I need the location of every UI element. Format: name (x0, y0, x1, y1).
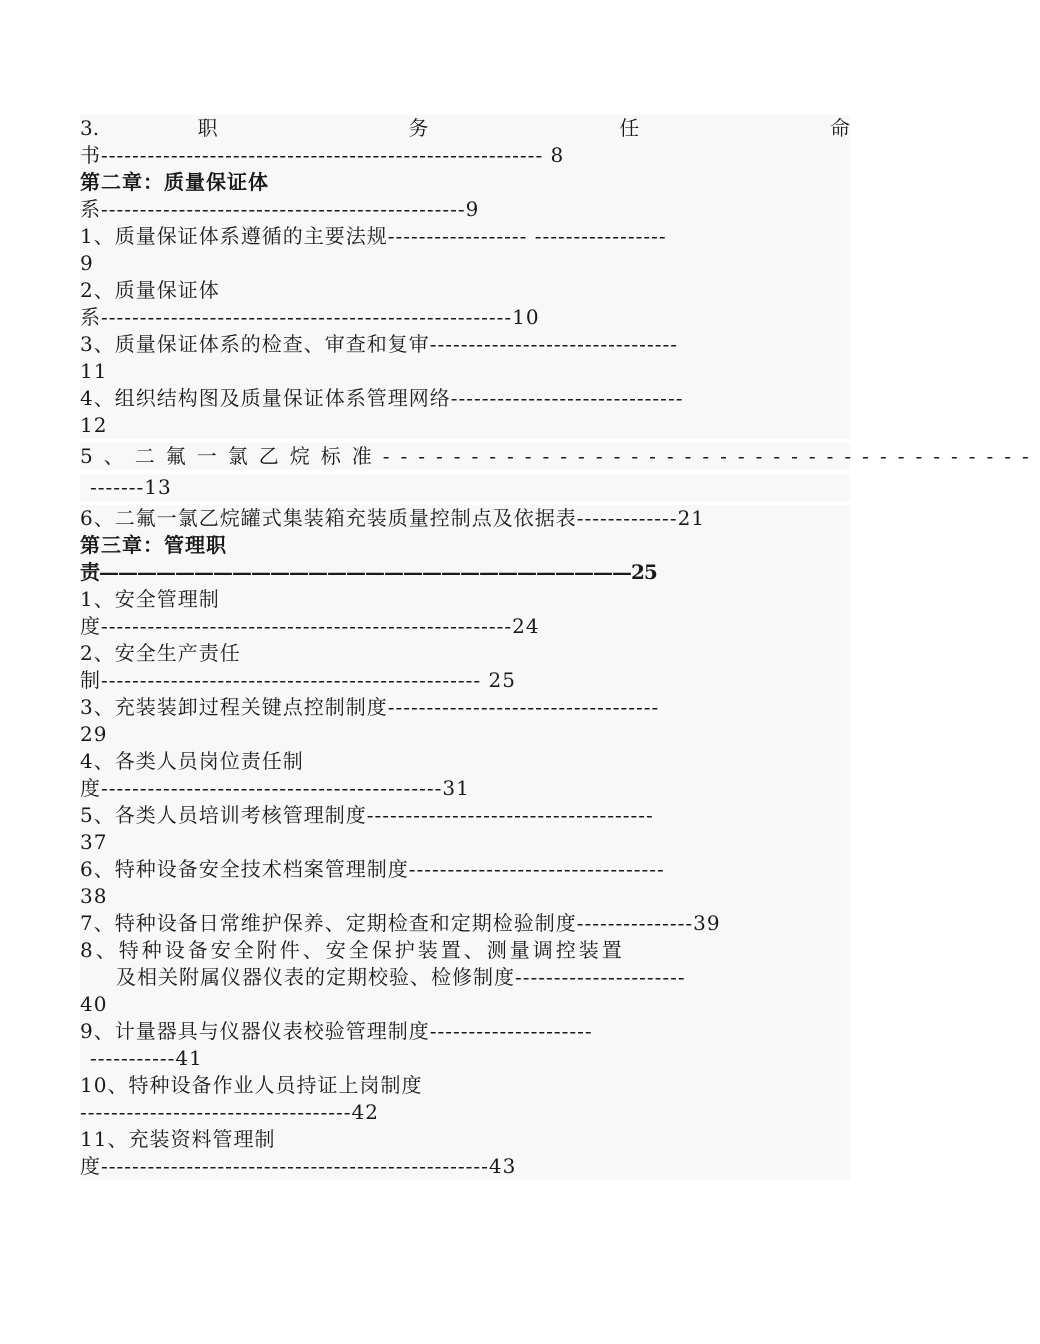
toc-entry-3-3-page[interactable]: 29 (80, 721, 850, 748)
toc-entry-2-3-line1[interactable]: 3、质量保证体系的检查、审查和复审-------------------------------- (80, 331, 850, 358)
toc-entry-3-9-line2[interactable]: -----------41 (80, 1045, 850, 1072)
toc-entry-3-5-line1[interactable]: 5、各类人员培训考核管理制度------------------------------------- (80, 802, 850, 829)
toc-entry-3-4-line1[interactable]: 4、各类人员岗位责任制 (80, 748, 850, 775)
toc-entry-3-11-line2[interactable]: 度--------------------------------------------------43 (80, 1153, 850, 1180)
toc-entry-3-3-line1[interactable]: 3、充装装卸过程关键点控制制度----------------------------------- (80, 694, 850, 721)
chapter-2-heading-line1[interactable]: 第二章：质量保证体 (80, 169, 850, 196)
toc-entry-3-2-line1[interactable]: 2、安全生产责任 (80, 640, 850, 667)
toc-entry-2-5-line1[interactable]: 5、二氟一氯乙烷标准------------------------------------- (80, 444, 1040, 468)
toc-entry-3-8-line2[interactable]: 及相关附属仪器仪表的定期校验、检修制度---------------------- (80, 964, 850, 991)
toc-entry-3-11-line1[interactable]: 11、充装资料管理制 (80, 1126, 850, 1153)
toc-entry-2-3-page[interactable]: 11 (80, 358, 850, 385)
toc-entry-2-2-line1[interactable]: 2、质量保证体 (80, 277, 850, 304)
toc-entry-appointment-line1[interactable]: 3. 职 务 任 命 (80, 116, 850, 140)
toc-entry-2-2-line2[interactable]: 系-----------------------------------------------------10 (80, 304, 850, 331)
chapter-2-heading-line2[interactable]: 系-----------------------------------------------9 (80, 196, 850, 223)
toc-entry-3-1-line2[interactable]: 度-----------------------------------------------------24 (80, 613, 850, 640)
toc-entry-3-6-page[interactable]: 38 (80, 883, 850, 910)
toc-entry-2-4-page[interactable]: 12 (80, 412, 850, 439)
toc-entry-2-1-line1[interactable]: 1、质量保证体系遵循的主要法规------------------ ----------------- (80, 223, 850, 250)
toc-entry-3-2-line2[interactable]: 制------------------------------------------------- 25 (80, 667, 850, 694)
toc-entry-3-10-line2[interactable]: -----------------------------------42 (80, 1099, 850, 1126)
chapter-3-heading-line1[interactable]: 第三章：管理职 (80, 532, 850, 559)
toc-entry-2-5-line2[interactable]: -------13 (80, 474, 850, 501)
toc-entry-3-4-line2[interactable]: 度--------------------------------------------31 (80, 775, 850, 802)
toc-entry-2-4-line1[interactable]: 4、组织结构图及质量保证体系管理网络------------------------------ (80, 385, 850, 412)
toc-entry-3-7[interactable]: 7、特种设备日常维护保养、定期检查和定期检验制度---------------39 (80, 910, 850, 937)
toc-entry-2-6[interactable]: 6、二氟一氯乙烷罐式集装箱充装质量控制点及依据表-------------21 (80, 505, 850, 532)
toc-entry-3-5-page[interactable]: 37 (80, 829, 850, 856)
toc-entry-3-1-line1[interactable]: 1、安全管理制 (80, 586, 850, 613)
toc-entry-3-10-line1[interactable]: 10、特种设备作业人员持证上岗制度 (80, 1072, 850, 1099)
toc-entry-3-8-page[interactable]: 40 (80, 991, 850, 1018)
toc-entry-3-8-line1[interactable]: 8、特种设备安全附件、安全保护装置、测量调控装置 (80, 937, 850, 964)
toc-entry-3-6-line1[interactable]: 6、特种设备安全技术档案管理制度--------------------------------- (80, 856, 850, 883)
toc-entry-2-1-page[interactable]: 9 (80, 250, 850, 277)
chapter-3-heading-line2[interactable]: 责————————————————————————————25 (80, 559, 850, 586)
table-of-contents (80, 115, 1040, 1180)
toc-entry-appointment-line2[interactable]: 书--------------------------------------------------------- 8 (80, 142, 850, 169)
toc-entry-3-9-line1[interactable]: 9、计量器具与仪器仪表校验管理制度--------------------- (80, 1018, 850, 1045)
